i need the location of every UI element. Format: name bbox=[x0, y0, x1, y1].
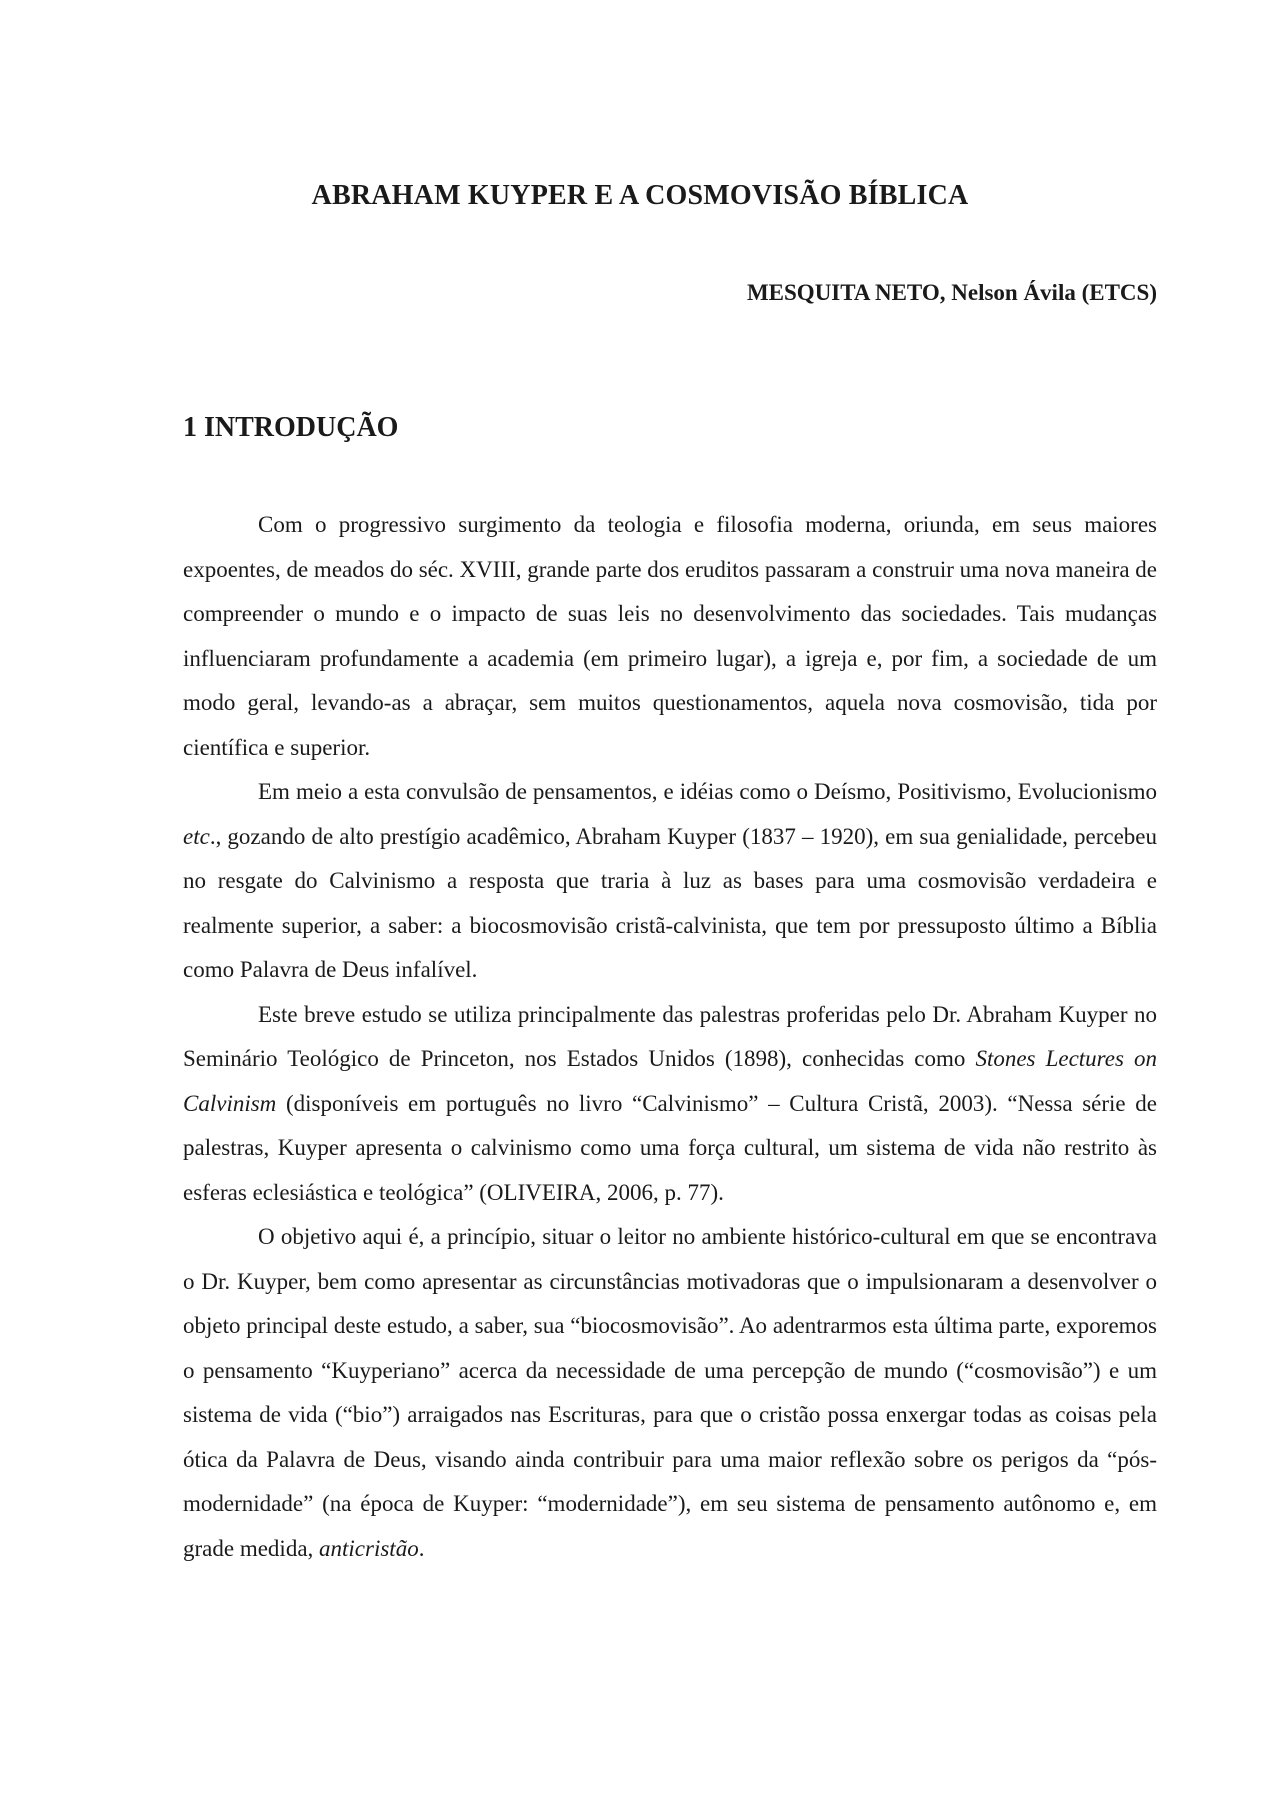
paragraph-3 bbox=[183, 993, 1157, 1216]
paragraph-3-text-a: Este breve estudo se utiliza principalmente das palestras proferidas pelo Dr. Abraham Kuyper no Seminário Teológico de Princeton, nos Estados Unidos (1898), conhecidas como bbox=[183, 1001, 1157, 1071]
paragraph-3-text-b: (disponíveis em português no livro “Calvinismo” – Cultura Cristã, 2003). “Nessa série de palestras, Kuyper apresenta o calvinismo como uma força cultural, um sistema de vida não restrito às esferas eclesiástica e teológica” (OLIVEIRA, 2006, p. 77). bbox=[183, 1090, 1157, 1205]
section-heading: 1 INTRODUÇÃO bbox=[183, 412, 399, 443]
paragraph-4-text-b: . bbox=[418, 1535, 425, 1561]
paragraph-2-italic: etc bbox=[183, 823, 210, 849]
paragraph-4-italic: anticristão bbox=[319, 1535, 419, 1561]
paragraph-1-text: Com o progressivo surgimento da teologia e filosofia moderna, oriunda, em seus maiores expoentes, de meados do séc. XVIII, grande parte dos eruditos passaram a construir uma nova maneira de compreender o mundo e o impacto de suas leis no desenvolvimento das sociedades. Tais mudanças influenciaram profundamente a academia (em primeiro lugar), a igreja e, por fim, a sociedade de um modo geral, levando-as a abraçar, sem muitos questionamentos, aquela nova cosmovisão, tida por científica e superior. bbox=[183, 512, 1157, 760]
page-title: ABRAHAM KUYPER E A COSMOVISÃO BÍBLICA bbox=[311, 180, 969, 211]
paragraph-4 bbox=[183, 1215, 1157, 1571]
paragraph-2-text-b: ., gozando de alto prestígio acadêmico, Abraham Kuyper (1837 – 1920), em sua genialidade, percebeu no resgate do Calvinismo a resposta que traria à luz as bases para uma cosmovisão verdadeira e realmente superior, a saber: a biocosmovisão cristã-calvinista, que tem por pressuposto último a Bíblia como Palavra de Deus infalível. bbox=[183, 823, 1157, 982]
paragraph-2-text-a: Em meio a esta convulsão de pensamentos, e idéias como o Deísmo, Positivismo, Evolucionismo bbox=[258, 779, 1157, 804]
paragraph-3-italic: Stones Lectures on Calvinism bbox=[183, 1046, 1157, 1116]
body-text bbox=[183, 503, 1157, 1571]
author-line: MESQUITA NETO, Nelson Ávila (ETCS) bbox=[746, 280, 1157, 305]
paragraph-1 bbox=[183, 503, 1157, 770]
paragraph-2 bbox=[183, 770, 1157, 993]
paragraph-4-text-a: O objetivo aqui é, a princípio, situar o leitor no ambiente histórico-cultural em que se encontrava o Dr. Kuyper, bem como apresentar as circunstâncias motivadoras que o impulsionaram a desenvolver o objeto principal deste estudo, a saber, sua “biocosmovisão”. Ao adentrarmos esta última parte, exporemos o pensamento “Kuyperiano” acerca da necessidade de uma percepção de mundo (“cosmovisão”) e um sistema de vida (“bio”) arraigados nas Escrituras, para que o cristão possa enxergar todas as coisas pela ótica da Palavra de Deus, visando ainda contribuir para uma maior reflexão sobre os perigos da “pós-modernidade” (na época de Kuyper: “modernidade”), em seu sistema de pensamento autônomo e, em grade medida, bbox=[183, 1224, 1157, 1561]
